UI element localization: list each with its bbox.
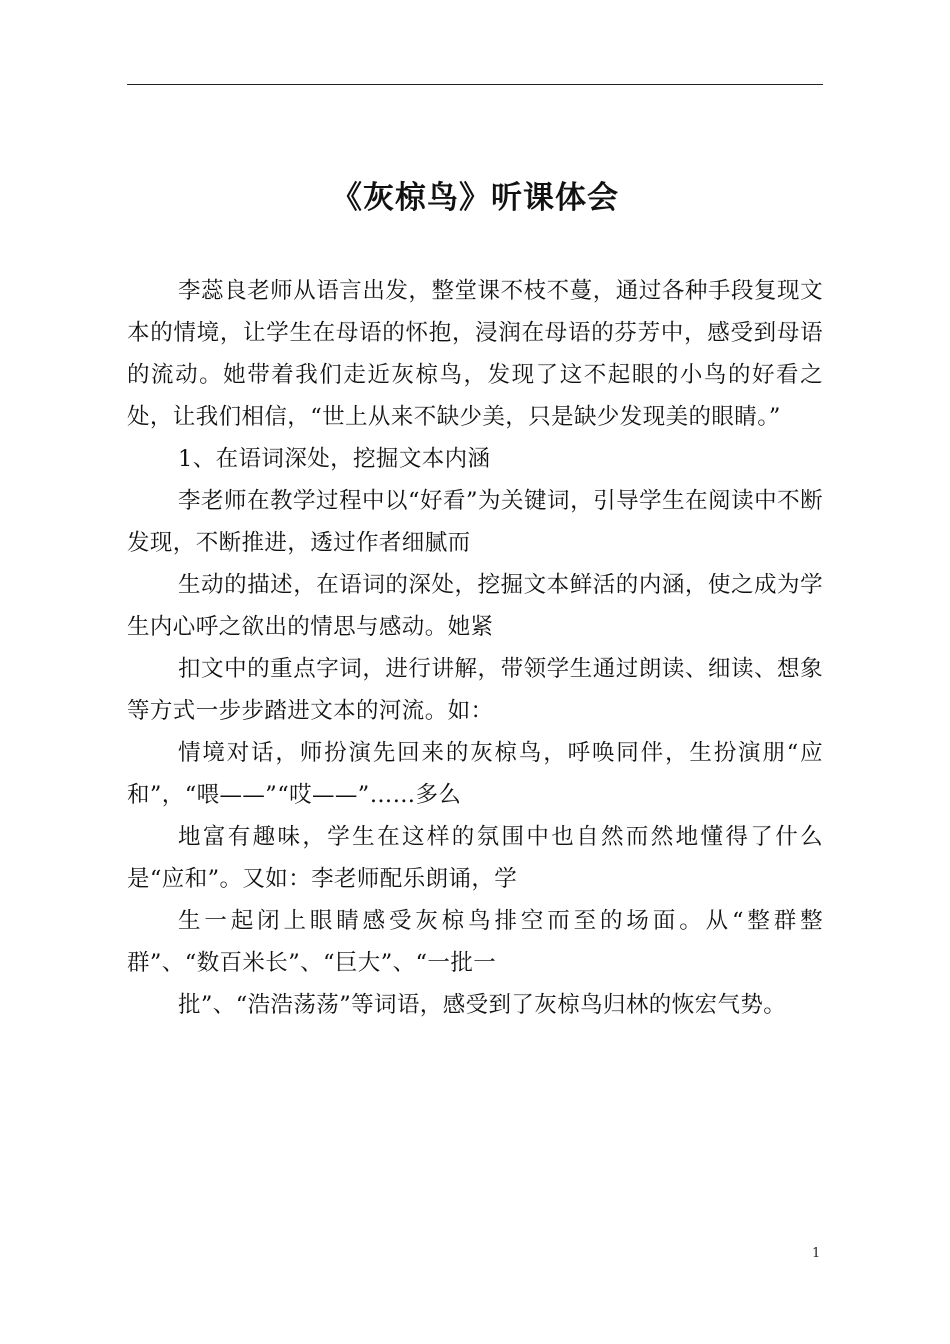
page-number: 1 xyxy=(812,1246,821,1261)
paragraph: 批”、“浩浩荡荡”等词语，感受到了灰椋鸟归林的恢宏气势。 xyxy=(178,992,787,1018)
paragraph: 扣文中的重点字词，进行讲解，带领学生通过朗读、细读、想象等方式一步步踏进文本的河流。如： xyxy=(127,656,823,724)
paragraph: 地富有趣味，学生在这样的氛围中也自然而然地懂得了什么是“应和”。又如：李老师配乐朗诵，学 xyxy=(127,824,823,892)
section-heading: 1、在语词深处，挖掘文本内涵 xyxy=(178,446,491,472)
paragraph-intro: 李蕊良老师从语言出发，整堂课不枝不蔓，通过各种手段复现文本的情境，让学生在母语的怀抱，浸润在母语的芬芳中，感受到母语的流动。她带着我们走近灰椋鸟，发现了这不起眼的小鸟的好看之处，让我们相信，“世上从来不缺少美，只是缺少发现美的眼睛。” xyxy=(127,278,823,430)
paragraph: 生一起闭上眼睛感受灰椋鸟排空而至的场面。从“整群整群”、“数百米长”、“巨大”、“一批一 xyxy=(127,908,823,976)
document-body xyxy=(127,270,823,1026)
document-title: 《灰椋鸟》听课体会 xyxy=(331,180,619,216)
paragraph: 李老师在教学过程中以“好看”为关键词，引导学生在阅读中不断发现，不断推进，透过作者细腻而 xyxy=(127,488,823,556)
paragraph: 生动的描述，在语词的深处，挖掘文本鲜活的内涵，使之成为学生内心呼之欲出的情思与感动。她紧 xyxy=(127,572,823,640)
header-rule xyxy=(127,84,823,85)
paragraph: 情境对话，师扮演先回来的灰椋鸟，呼唤同伴，生扮演朋“应和”，“喂——”“哎——”……多么 xyxy=(127,740,823,808)
